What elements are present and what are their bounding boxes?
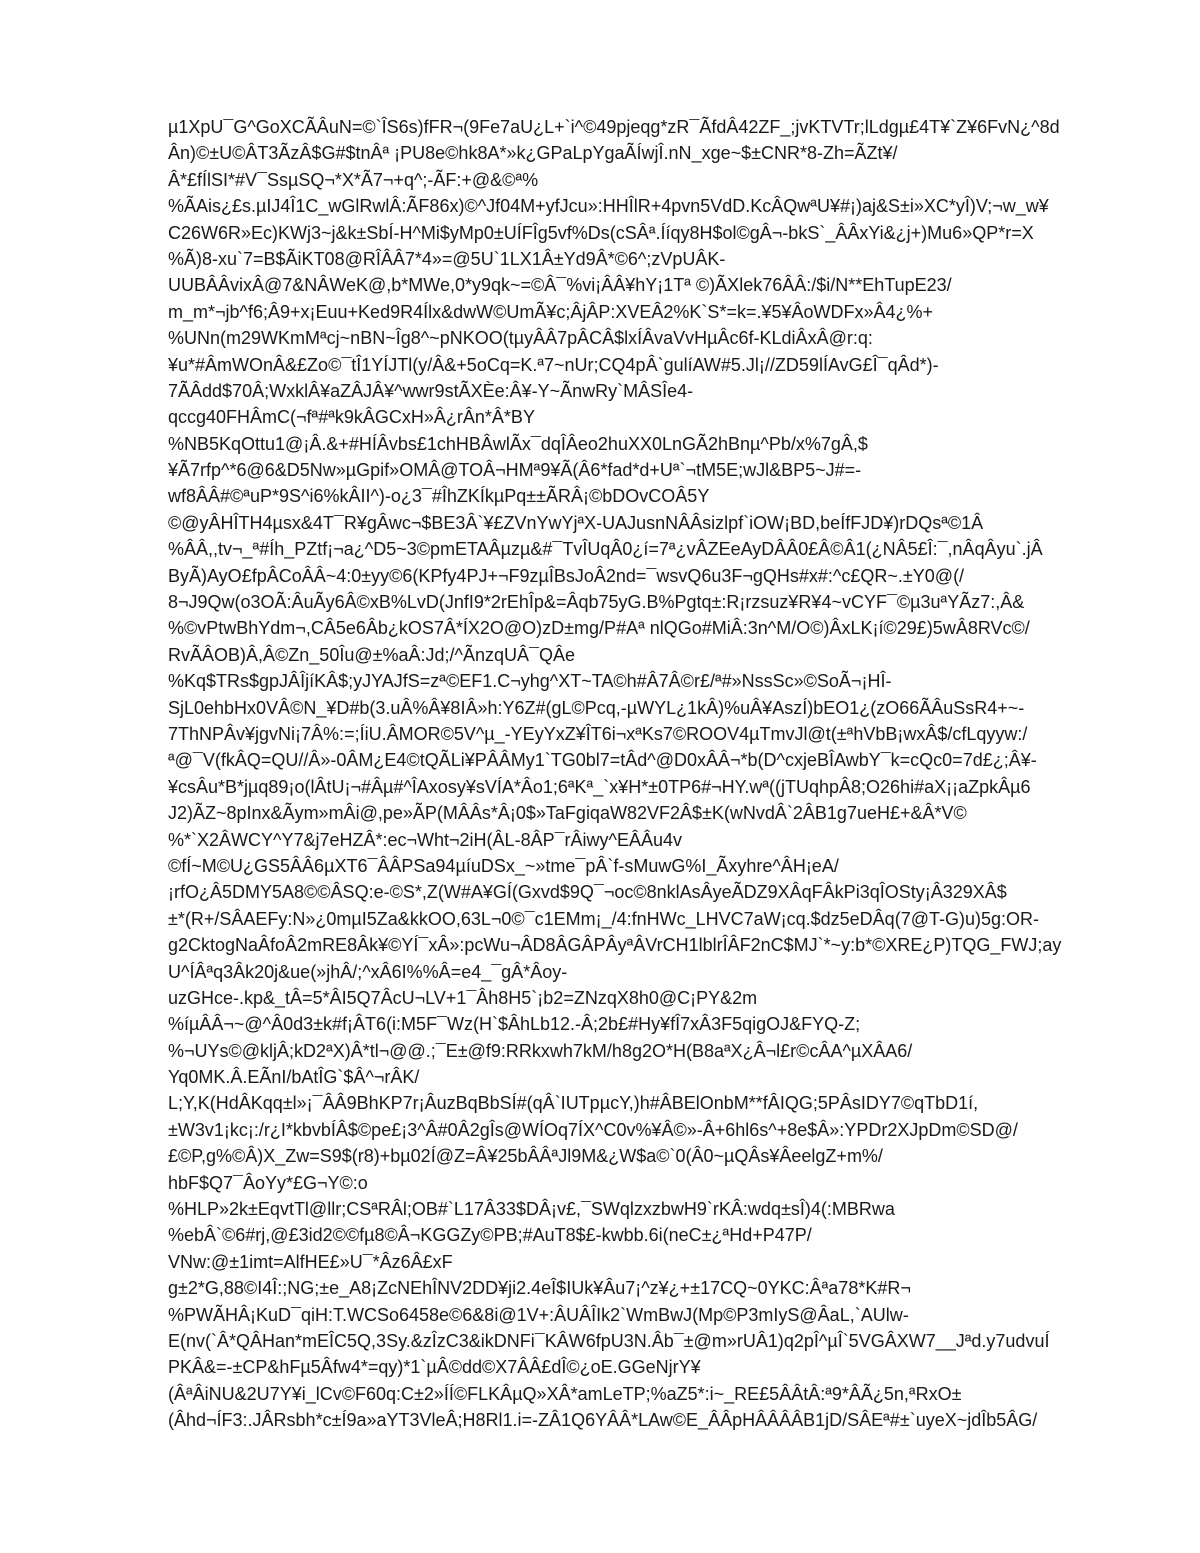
text-line: L;Y,K(HdÂKqq±l»¡¯ÂÂ9BhKP7r¡ÂuzBqBbSÍ#(qÂ`IUTpµcY,)h#ÂBElOnbM**fÂIQG;5PÂsIDY7©qTbD1í, [168,1093,979,1114]
text-line: RvÃÂOB)Â,Â©Zn_50Îu@±%aÂ:Jd;/^ÃnzqUÂ¯QÂe [168,644,575,665]
text-line: (ÂªÂiNU&2U7Y¥i_lCv©F60q:C±2»ÍÍ©FLKÂµQ»XÂ*amLeTP;%aZ5*:i~_RE£5ÂÂtÂ:ª9*ÂÃ¿5n,ªRxO± [168,1383,962,1404]
text-line: %ÃAis¿£s.µIJ4Î1C_wGlRwlÂ:ÃF86x)©^Jf04M+yfJcu»:HHÎlR+4pvn5VdD.KcÂQwªU¥#¡)aj&S±i»XC*yÎ)V;¬w_w¥ [168,196,1049,217]
text-line: %©vPtwBhYdm¬,CÂ5e6Âb¿kOS7Â*ÍX2O@O)zD±mg/P#Aª nlQGo#MiÂ:3n^M/O©)ÂxLK¡í©29£)5wÂ8RVc©/ [168,618,1030,639]
text-line: µ1XpU¯G^GoXCÃÂuN=©`ÎS6s)fFR¬(9Fe7aU¿L+`i^©49pjeqg*zR¯ÃfdÂ42ZF_;jvKTVTr;lLdgµ£4T¥`Z¥6FvN¿^8d [168,117,1060,137]
text-line: %ebÂ`©6#rj,@£3id2©©fµ8©Â¬KGGZy©PB;#AuT8$£-kwbb.6i(neC±¿ªHd+P47P/ [168,1225,812,1246]
text-line: VNw:@±1imt=AlfHE£»U¯*Âz6Â£xF [168,1251,453,1272]
text-line: ¥u*#ÂmWOnÂ&£Zo©¯tÎ1YÍJTl(y/Â&+5oCq=K.ª7~nUr;CQ4pÂ`gulíAW#5.Jl¡//ZD59lÍAvG£Î¯qÂd*)- [168,354,939,375]
text-line: g2CktogNaÂfoÂ2mRE8Âk¥©YÍ¯xÂ»:pcWu¬ÂD8ÂGÂPÂyªÂVrCH1lblrÎÂF2nC$MJ`*~y:b*©XRE¿P)TQG_FWJ;ay [168,935,1062,956]
text-line: ByÃ)AyO£fpÂCoÂÂ~4:0±yy©6(KPfy4PJ+¬F9zµÎBsJoÂ2nd=¯wsvQ6u3F¬gQHs#x#:^c£QR~.±Y0@(/ [168,565,965,586]
text-line: wf8ÂÂ#©ªuP*9S^i6%kÂII^)-o¿3¯#ÎhZKÍkµPq±±ÃRÂ¡©bDOvCOÂ5Y [168,486,710,507]
text-line: %PWÃHÂ¡KuD¯qiH:T.WCSo6458e©6&8i@1V+:ÂUÂÎIk2`WmBwJ(Mp©P3mIyS@ÂaL,`AUlw- [168,1304,909,1325]
text-line: C26W6R»Ec)KWj3~j&k±SbÍ-H^Mi$yMp0±UÍFÎg5vf%Ds(cSÂª.Ííqy8H$ol©gÂ¬-bkS`_ÂÂxYi&¿j+)Mu6»QP*r=X [168,222,1034,243]
text-line: ¥csÂu*B*jµq89¡o(lÂtU¡¬#Âµ#^ÎAxosy¥sVÍA*Âo1;6ªKª_`x¥H*±0TP6#¬HY.wª((jTUqhpÂ8;O26hi#aX¡¡aZpkÂµ6 [168,776,1031,797]
text-line: Â*£fÍlSI*#V¯SsµSQ¬*X*Ã7¬+q^;-ÃF:+@&©ª% [168,169,539,190]
text-line: %¬UYs©@kljÂ;kD2ªX)Â*tl¬@@.;¯E±@f9:RRkxwh7kM/h8g2O*H(B8aªX¿Â¬l£r©cÂA^µXÂA6/ [168,1040,913,1061]
text-line: uzGHce-.kp&_tÂ=5*ÂI5Q7ÂcU¬LV+1¯Âh8H5`¡b2=ZNzqX8h0@C¡PY&2m [168,987,758,1008]
text-line: %UNn(m29WKmMªcj~nBN~Îg8^~pNKOO(tµyÂÂ7pÂCÂ$lxÍÂvaVvHµÂc6f-KLdiÂxÂ@r:q: [168,328,873,349]
text-line: %HLP»2k±EqvtTl@llr;CSªRÂl;OB#`L17Â33$DÂ¡v£,¯SWqlzxzbwH9`rKÂ:wdq±sÎ)4(:MBRwa [168,1199,895,1220]
text-line: %Kq$TRs$gpJÂÎjíKÂ$;yJYAJfS=zª©EF1.C¬yhg^XT~TA©h#Â7Â©r£/ª#»NssSc»©SoÃ¬¡HÎ- [168,671,892,692]
text-line: J2)ÃZ~8pInx&Ãym»mÂi@,pe»ÃP(MÂÂs*Â¡0$»TaFgiqaW82VF2Â$±K(wNvdÂ`2ÂB1g7ueH£+&Â*V© [168,803,967,824]
text-line: %NB5KqOttu1@¡Â.&+#HÍÂvbs£1chHBÂwlÃx¯dqÎÂeo2huXX0LnGÃ2hBnµ^Pb/x%7gÂ,$ [168,433,868,454]
text-line: E(nv(`Â*QÂHan*mEÎC5Q,3Sy.&zÎzC3&ikDNFi¯KÂW6fpU3N.Âb¯±@m»rUÂ1)q2pÎ^µÎ`5VGÂXW7__Jªd.y7udvuÍ [168,1330,1050,1351]
text-line: ¡rfO¿Â5DMY5A8©©ÂSQ:e-©S*,Z(W#A¥GÍ(Gxvd$9Q¯¬oc©8nklAsÂyeÃDZ9XÂqFÂkPi3qÎOSty¡Â329XÂ$ [168,882,1007,903]
text-line: g±2*G,88©I4Î:;NG;±e_A8¡ZcNEhÎNV2DD¥ji2.4eÎ$IUk¥Âu7¡^z¥¿+±17CQ~0YKC:Âªa78*K#R¬ [168,1278,911,1299]
text-line: 7ÃÂdd$70Â;WxklÂ¥aZÂJÂ¥^wwr9stÃXÈe:Â¥-Y~ÃnwRy`MÂSÎe4- [168,380,694,401]
text-line: ©@yÂHÎTH4µsx&4T¯R¥gÂwc¬$BE3Â`¥£ZVnYwYjªX-UAJusnNÂÂsizlpf`iOW¡BD,beÍfFJD¥)rDQsª©1Â [168,512,984,533]
text-line: (Âhd¬ÍF3:.JÂRsbh*c±Í9a»aYT3VleÂ;H8Rl1.i=-ZÂ1Q6YÂÂ*LAw©E_ÂÂpHÂÂÂÂB1jD/SÂEª#±`uyeX~jdÎb5ÂG/ [168,1410,1038,1431]
text-line: ±W3v1¡kc¡:/r¿I*kbvbÍÂ$©pe£¡3^Â#0Â2gÎs@WÍOq7ÍX^C0v%¥Â©»-Â+6hl6s^+8e$Â»:YPDr2XJpDm©SD@/ [168,1119,1018,1140]
text-line: £©P,g%©Â)X_Zw=S9$(r8)+bµ02Í@Z=Â¥25bÂÂªJl9M&¿W$a©`0(Â0~µQÂs¥ÂeelgZ+m%/ [168,1146,883,1167]
text-line: %Ã)8-xu`7=B$ÃiKT08@RÎÂÂ7*4»=@5U`1LX1Â±Yd9Â*©6^;zVpUÂK- [168,248,726,269]
text-line: m_m*¬jb^f6;Â9+x¡Euu+Ked9R4Ílx&dwW©UmÃ¥c;ÂjÂP:XVEÂ2%K`S*=k=.¥5¥ÂoWDFx»Â4¿%+ [168,301,934,322]
text-line: qccg40FHÂmC(¬fª#ªk9kÂGCxH»Â¿rÂn*Â*BY [168,407,535,428]
text-line: ¥Ã7rfp^*6@6&D5Nw»µGpif»OMÂ@TOÂ¬HMª9¥Ã(Â6*fad*d+Uª`¬tM5E;wJl&BP5~J#=- [168,460,862,481]
text-line: U^ÍÂªq3Âk20j&ue(»jhÂ/;^xÂ6I%%Â=e4_¯gÂ*Âoy- [168,961,568,982]
text-line: ©fÍ~M©U¿GS5ÂÂ6µXT6¯ÂÂPSa94µíuDSx_~»tme¯pÂ`f-sMuwG%I_Ãxyhre^ÂH¡eA/ [168,855,839,876]
body-text [168,114,1128,1434]
text-line: Ân)©±U©ÂT3ÃzÂ$G#$tnÂª ¡PU8e©hk8A*»k¿GPaLpYgaÃÍwjÎ.nN_xge~$±CNR*8-Zh=ÃZt¥/ [168,143,898,164]
text-line: %*`X2ÂWCY^Y7&j7eHZÂ*:ec¬Wht¬2iH(ÂL-8ÂP¯rÂiwy^EÂÂu4v [168,829,683,850]
text-line: Yq0MK.Â.EÃnI/bAtÎG`$Â^¬rÂK/ [168,1067,420,1088]
text-line: 7ThNPÂv¥jgvNi¡7Â%:=;ÍiU.ÂMOR©5V^µ_-YEyYxZ¥ÎT6i¬xªKs7©ROOV4µTmvJl@t(±ªhVbB¡wxÂ$/cfLqyyw:/ [168,723,1028,744]
text-line: %íµÂÂ¬~@^Â0d3±k#f¡ÂT6(i:M5F¯Wz(H`$ÂhLb12.-Â;2b£#Hy¥fÎ7xÂ3F5qigOJ&FYQ-Z; [168,1014,861,1035]
text-line: UUBÂÂvixÂ@7&NÂWeK@,b*MWe,0*y9qk~=©Â¯%vi¡ÂÂ¥hY¡1Tª ©)ÃXlek76ÂÂ:/$i/N**EhTupE23/ [168,275,952,296]
text-line: 8¬J9Qw(o3OÃ:ÂuÃy6Â©xB%LvD(JnfI9*2rEhÎp&=Âqb75yG.B%Pgtq±:R¡rzsuz¥R¥4~vCYF¯©µ3uªYÃz7:,Â& [168,592,1025,613]
text-line: hbF$Q7¯ÂoYy*£G¬Y©:o [168,1172,368,1193]
text-line: %ÂÂ,,tv¬_ª#Íh_PZtf¡¬a¿^D5~3©pmETAÂµzµ&#¯TvÎUqÂ0¿í=7ª¿vÂZEeAyDÂÂ0£Â©Â1(¿NÂ5£Î:¯,nÂqÂyu`.jÂ [168,539,1043,560]
text-line: ª@¯V(fkÂQ=QU//Â»-0ÂM¿E4©tQÃLi¥PÂÂMy1`TG0bl7=tÂd^@D0xÂÂ¬*b(D^cxjeBÎAwbY¯k=cQc0=7d£¿;Â¥- [168,750,1037,771]
text-line: SjL0ehbHx0VÂ©N_¥D#b(3.uÂ%Â¥8IÂ»h:Y6Z#(gL©Pcq,-µWYL¿1kÂ)%uÂ¥AszÍ)bEO1¿(zO66ÃÂuSsR4+~- [168,697,1025,718]
text-line: PKÂ&=-±CP&hFµ5Âfw4*=qy)*1`µÂ©dd©X7ÂÂ£dÎ©¿oE.GGeNjrY¥ [168,1357,701,1378]
text-line: ±*(R+/SÂAEFy:N»¿0mµI5Za&kkOO,63L¬0©¯c1EMm¡_/4:fnHWc_LHVC7aW¡cq.$dz5eDÂq(7@T-G)u)5g:OR- [168,908,1039,929]
